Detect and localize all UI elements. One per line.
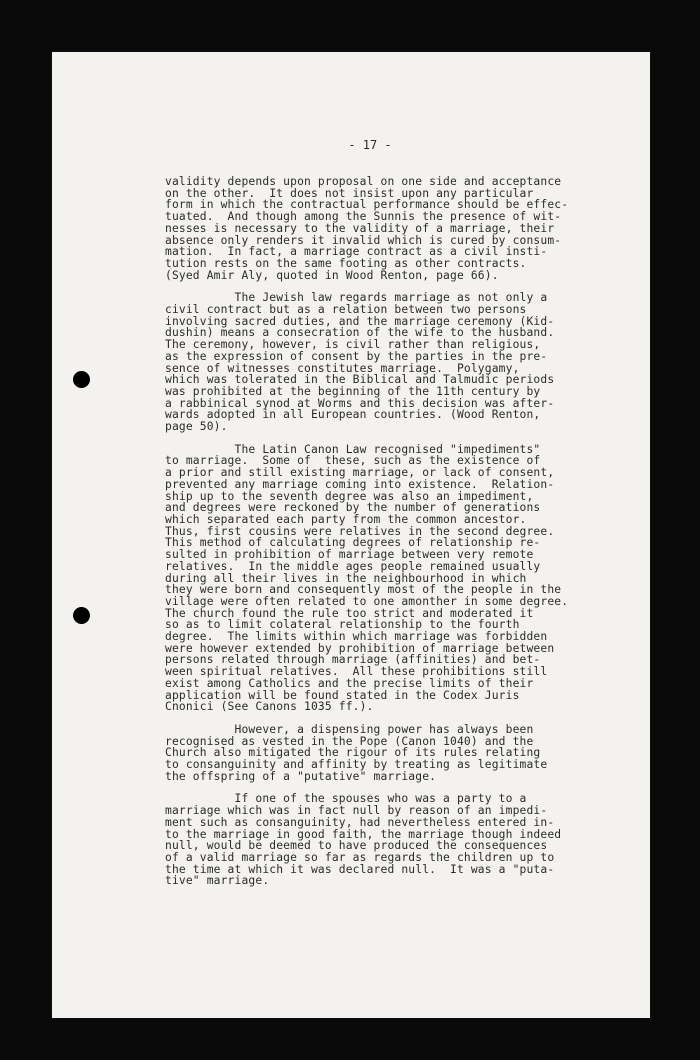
page-body — [165, 176, 605, 887]
page-number: - 17 - — [348, 138, 392, 152]
paragraph-putative-marriage: If one of the spouses who was a party to a marriage which was in fact null by reason of an impedi- ment such as consanguinity, had nevertheless entered in- to the marriage in good faith, the marriage though indeed null, would be deemed to have produced the consequences of a valid marriage so far as regards the children up to the time at which it was declared null. It was a "puta- tive" marriage. — [165, 792, 562, 888]
paragraph-canon-law-impediments: The Latin Canon Law recognised "impediments" to marriage. Some of these, such as the existence of a prior and still existing marriage, or lack of consent, prevented any marriage coming into existence. Relation- ship up to the seventh degree was also an impediment, and degrees were reckoned by the number of generations which separated each party from the common ancestor. Thus, first cousins were relatives in the second degree. This method of calculating degrees of relationship re- sulted in prohibition of marriage between very remote relatives. In the middle ages people remained usually during all their lives in the neighbourhood in which they were born and consequently most of the people in the village were often related to one amonther in some degree. The church found the rule too strict and moderated it so as to limit colateral relationship to the fourth degree. The limits within which marriage was forbidden were however extended by prohibition of marriage between persons related through marriage (affinities) and bet- ween spiritual relatives. All these prohibitions still exist among Catholics and the precise limits of their application will be found stated in the Codex Juris Cnonici (See Canons 1035 ff.). — [165, 442, 569, 714]
paragraph-islamic-marriage: validity depends upon proposal on one side and acceptance on the other. It does not insist upon any particular form in which the contractual performance should be effec- tuated. And though among the Sunnis the presence of wit- nesses is necessary to the validity of a marriage, their absence only renders it invalid which is cured by consum- mation. In fact, a marriage contract as a civil insti- tution rests on the same footing as other contracts. (Syed Amir Aly, quoted in Wood Renton, page 66). — [165, 175, 569, 282]
punch-hole-bottom — [73, 607, 90, 624]
paragraph-dispensing-power: However, a dispensing power has always been recognised as vested in the Pope (Canon 1040) and the Church also mitigated the rigour of its rules relating to consanguinity and affinity by treating as legitimate the offspring of a "putative" marriage. — [165, 722, 548, 783]
punch-hole-top — [73, 371, 90, 388]
paragraph-jewish-law: The Jewish law regards marriage as not only a civil contract but as a relation between two persons involving sacred duties, and the marriage ceremony (Kid- dushin) means a consecration of the wife to the husband. The ceremony, however, is civil rather than religious, as the expression of consent by the parties in the pre- sence of witnesses constitutes marriage. Polygamy, which was tolerated in the Biblical and Talmudic periods was prohibited at the beginning of the 11th century by a rabbinical synod at Worms and this decision was after- wards adopted in all European countries. (Wood Renton, page 50). — [165, 291, 555, 434]
